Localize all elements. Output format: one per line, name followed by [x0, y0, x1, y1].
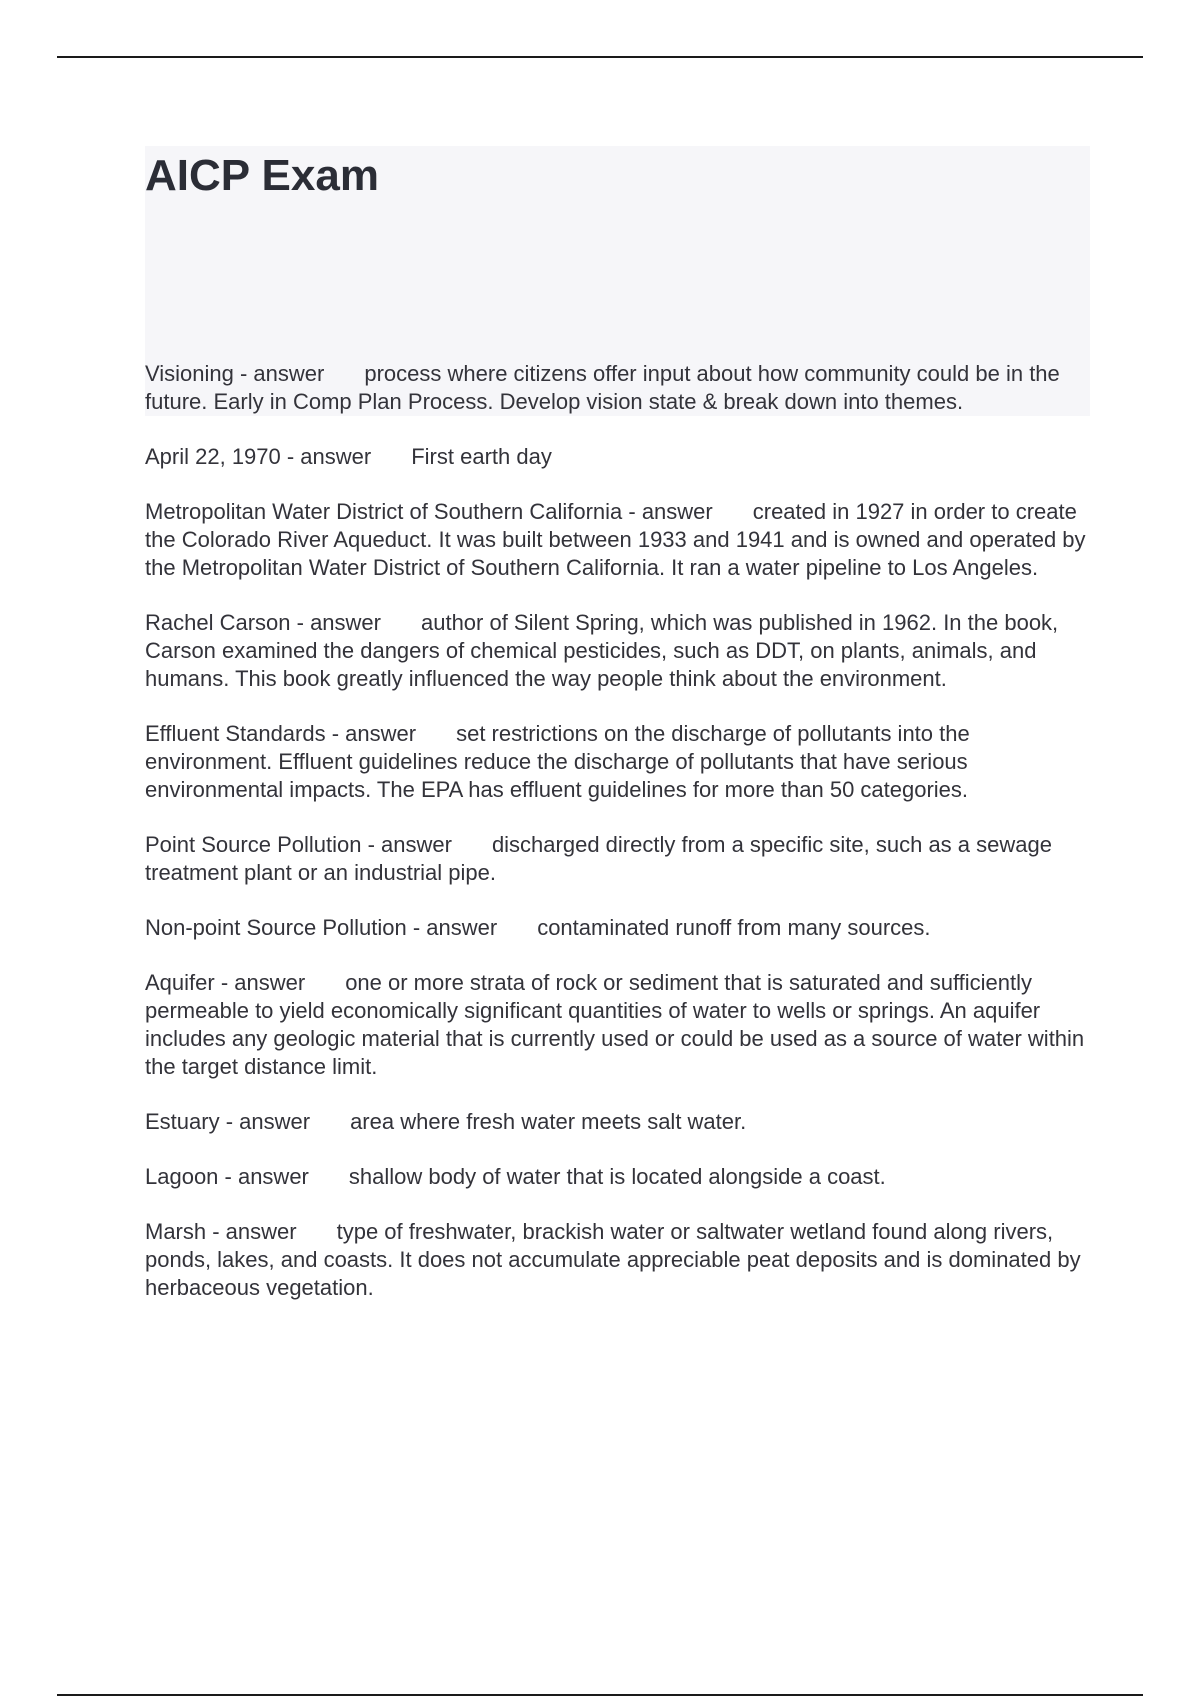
entry-term: April 22, 1970 - answer [145, 444, 372, 469]
entry-definition: discharged directly from a specific site, such as a sewage treatment plant or an industrial pipe. [145, 832, 1052, 885]
entry [145, 969, 1090, 1081]
entry [145, 443, 1090, 471]
entry-definition: shallow body of water that is located alongside a coast. [348, 1164, 886, 1189]
entry [145, 498, 1090, 582]
entry-definition: area where fresh water meets salt water. [350, 1109, 747, 1134]
entry [145, 1108, 1090, 1136]
page-content [145, 146, 1090, 1329]
document-title: AICP Exam [145, 151, 379, 200]
entry [145, 914, 1090, 942]
entry-definition: process where citizens offer input about how community could be in the future. Early in Comp Plan Process. Develop vision state & break down into themes. [145, 361, 1060, 414]
entry-definition: created in 1927 in order to create the Colorado River Aqueduct. It was built between 1933 and 1941 and is owned and operated by the Metropolitan Water District of Southern California. It ran a water pipeline to Los Angeles. [145, 499, 1086, 580]
entry [145, 1218, 1090, 1302]
entry-term: Effluent Standards - answer [145, 721, 417, 746]
entry [145, 1163, 1090, 1191]
footer-rule [57, 1694, 1143, 1696]
entry-term: Lagoon - answer [145, 1164, 309, 1189]
entry-term: Aquifer - answer [145, 970, 306, 995]
entry-definition: First earth day [411, 444, 552, 469]
entry [145, 609, 1090, 693]
entry-term: Metropolitan Water District of Southern California - answer [145, 499, 713, 524]
title-block [145, 146, 1090, 360]
entry [145, 360, 1090, 416]
entry-definition: one or more strata of rock or sediment that is saturated and sufficiently permeable to yield economically significant quantities of water to wells or springs. An aquifer includes any geologic material that is currently used or could be used as a source of water within the target distance limit. [145, 970, 1085, 1079]
entry-term: Point Source Pollution - answer [145, 832, 452, 857]
entry-definition: contaminated runoff from many sources. [537, 915, 931, 940]
entry [145, 720, 1090, 804]
header-rule [57, 56, 1143, 58]
entry-term: Marsh - answer [145, 1219, 297, 1244]
entry-term: Visioning - answer [145, 361, 325, 386]
entry-definition: set restrictions on the discharge of pollutants into the environment. Effluent guidelines reduce the discharge of pollutants that have serious environmental impacts. The EPA has effluent guidelines for more than 50 categories. [145, 721, 970, 802]
entry-list [145, 360, 1090, 1302]
entry-definition: type of freshwater, brackish water or saltwater wetland found along rivers, ponds, lakes, and coasts. It does not accumulate appreciable peat deposits and is dominated by herbaceous vegetation. [145, 1219, 1081, 1300]
entry [145, 831, 1090, 887]
entry-definition: author of Silent Spring, which was published in 1962. In the book, Carson examined the dangers of chemical pesticides, such as DDT, on plants, animals, and humans. This book greatly influenced the way people think about the environment. [145, 610, 1059, 691]
entry-term: Rachel Carson - answer [145, 610, 381, 635]
entry-term: Estuary - answer [145, 1109, 311, 1134]
entry-term: Non-point Source Pollution - answer [145, 915, 498, 940]
